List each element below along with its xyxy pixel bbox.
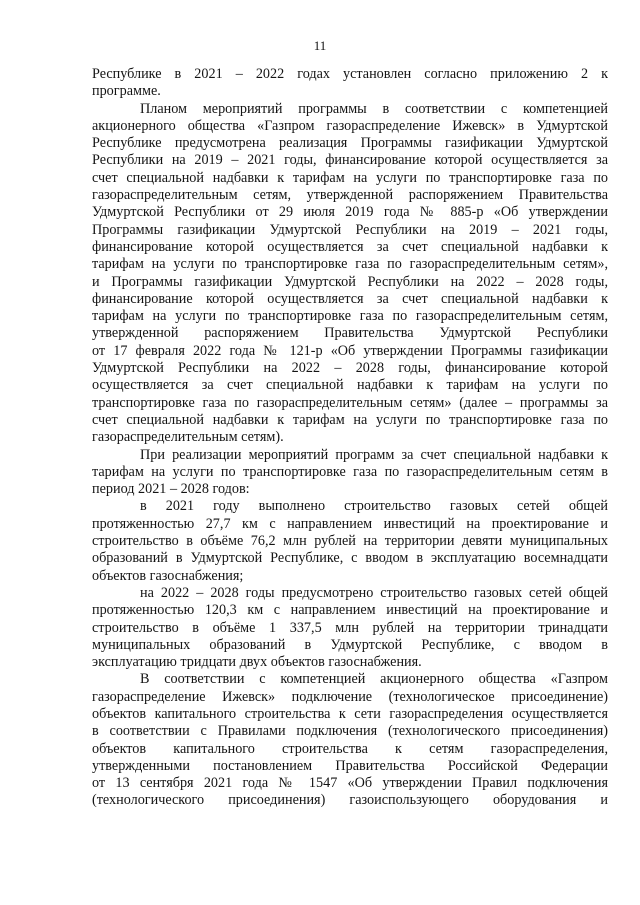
text-line: объектов капитального строительства к сети газораспределения осуществляется <box>92 705 608 722</box>
paragraph <box>92 671 608 809</box>
text-line: строительство в объёме 1 337,5 млн рублей на территории тринадцати <box>92 619 608 636</box>
text-line: (технологического присоединения) газоиспользующего оборудования и <box>92 792 608 809</box>
text-line: образований в Удмуртской Республике, с вводом в эксплуатацию восемнадцати <box>92 550 608 567</box>
text-line: объектов капитального строительства к сетям газораспределения, <box>92 740 608 757</box>
text-line: счет специальной надбавки к тарифам на услуги по транспортировке газа по <box>92 169 608 186</box>
text-line: от 13 сентября 2021 года № 1547 «Об утверждении Правил подключения <box>92 775 608 792</box>
text-line: Республики на 2019 – 2021 годы, финансирование которой осуществляется за <box>92 152 608 169</box>
text-line: тарифам на услуги по транспортировке газа по газораспределительным сетям в <box>92 463 608 480</box>
paragraph <box>92 447 608 499</box>
paragraph <box>92 101 608 447</box>
text-line: газораспределительным сетям). <box>92 429 284 446</box>
text-line: акционерного общества «Газпром газораспределение Ижевск» в Удмуртской <box>92 117 608 134</box>
text-line: утвержденной распоряжением Правительства Удмуртской Республики <box>92 325 608 342</box>
text-line: Планом мероприятий программы в соответствии с компетенцией <box>140 100 608 117</box>
document-body <box>92 66 608 810</box>
text-line: счет специальной надбавки к тарифам на услуги по транспортировке газа по <box>92 411 608 428</box>
text-line: финансирование которой осуществляется за счет специальной надбавки к <box>92 238 608 255</box>
text-line: Удмуртской Республики на 2022 – 2028 годы, финансирование которой <box>92 360 608 377</box>
text-line: объектов газоснабжения; <box>92 567 244 584</box>
text-line: программе. <box>92 83 161 100</box>
text-line: транспортировке газа по газораспределительным сетям» (далее – программы за <box>92 394 608 411</box>
text-line: При реализации мероприятий программ за счет специальной надбавки к <box>140 446 608 463</box>
text-line: финансирование которой осуществляется за счет специальной надбавки к <box>92 290 608 307</box>
text-line: тарифам на услуги по транспортировке газа по газораспределительным сетям, <box>92 308 608 325</box>
text-line: газораспределительным сетям, утвержденной распоряжением Правительства <box>92 187 608 204</box>
text-line: Республике предусмотрена реализация Программы газификации Удмуртской <box>92 135 608 152</box>
text-line: эксплуатацию тридцати двух объектов газоснабжения. <box>92 654 422 671</box>
text-line: тарифам на услуги по транспортировке газа по газораспределительным сетям», <box>92 256 608 273</box>
text-line: осуществляется за счет специальной надбавки к тарифам на услуги по <box>92 377 608 394</box>
text-line: протяженностью 120,3 км с направлением инвестиций на проектирование и <box>92 602 608 619</box>
paragraph <box>92 585 608 671</box>
text-line: Удмуртской Республики от 29 июля 2019 года № 885-р «Об утверждении <box>92 204 608 221</box>
paragraph <box>92 498 608 584</box>
paragraph <box>92 66 608 101</box>
text-line: В соответствии с компетенцией акционерного общества «Газпром <box>140 671 608 688</box>
text-line: на 2022 – 2028 годы предусмотрено строительство газовых сетей общей <box>140 584 608 601</box>
text-line: период 2021 – 2028 годов: <box>92 481 250 498</box>
page-number: 11 <box>313 38 327 53</box>
text-line: в соответствии с Правилами подключения (технологического присоединения) <box>92 723 608 740</box>
text-line: Республике в 2021 – 2022 годах установлен согласно приложению 2 к <box>92 66 608 82</box>
text-line: в 2021 году выполнено строительство газовых сетей общей <box>140 498 608 515</box>
text-line: утвержденными постановлением Правительства Российской Федерации <box>92 757 608 774</box>
text-line: от 17 февраля 2022 года № 121-р «Об утверждении Программы газификации <box>92 342 608 359</box>
text-line: Программы газификации Удмуртской Республики на 2019 – 2021 годы, <box>92 221 608 238</box>
text-line: газораспределение Ижевск» подключение (технологическое присоединение) <box>92 688 608 705</box>
text-line: протяженностью 27,7 км с направлением инвестиций на проектирование и <box>92 515 608 532</box>
text-line: муниципальных образований в Удмуртской Республике, с вводом в <box>92 636 608 653</box>
text-line: строительство в объёме 76,2 млн рублей на территории девяти муниципальных <box>92 533 608 550</box>
text-line: и Программы газификации Удмуртской Республики на 2022 – 2028 годы, <box>92 273 608 290</box>
